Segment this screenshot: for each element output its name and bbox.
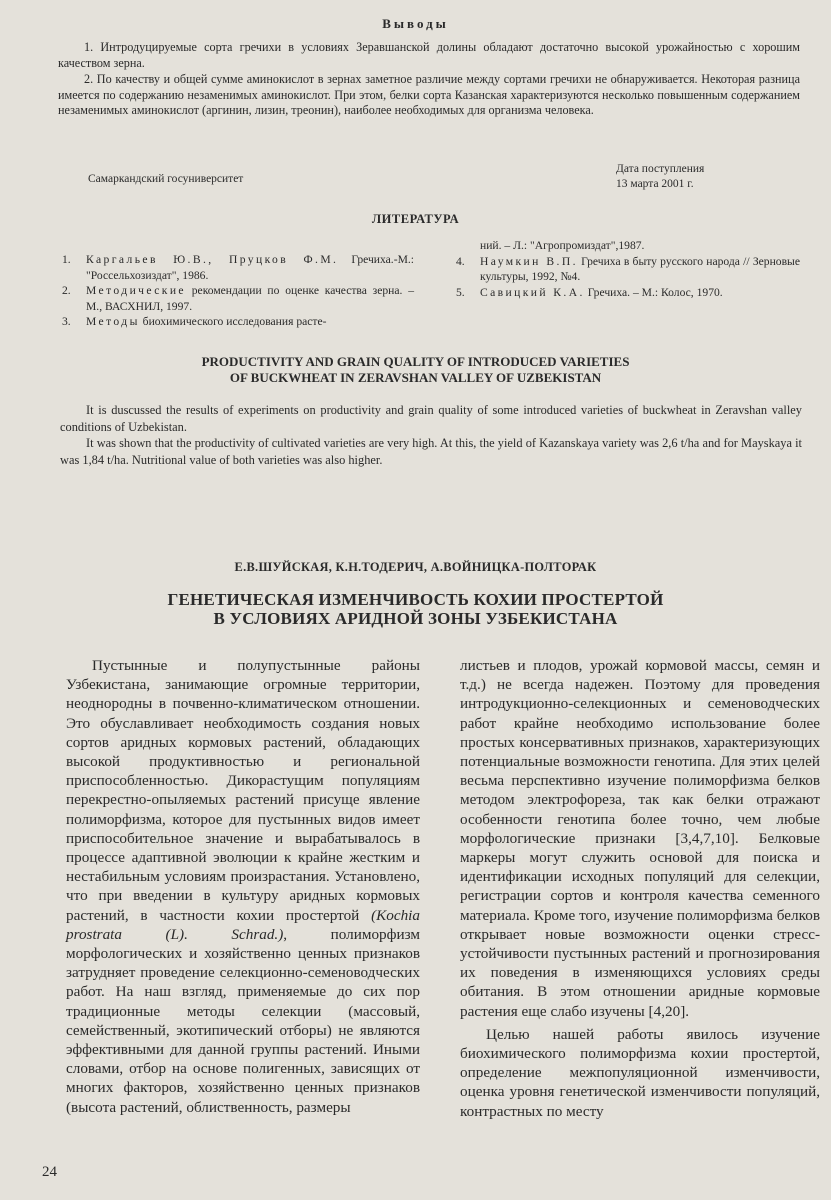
latin-species-name: (Kochia prostrata (L). Schrad.) <box>66 906 420 943</box>
reference-number: 3. <box>62 315 71 328</box>
paragraph-text: , полиморфизм морфологических и хозяйственно ценных признаков затрудняет проведение селекционно-семеноводческих работ. На наш взгляд, применяемые до сих пор традиционные методы селекции (массовый, семейственный, экотипический отборы) не являются эффективными для данной группы растений. Иными словами, отбор на основе полигенных, зависящих от многих факторов, хозяйственно ценных признаков (высота растений, облиственность, размеры <box>66 925 420 1116</box>
page-number: 24 <box>42 1164 57 1180</box>
reference-text: Гречиха.-М.: "Россельхозиздат", 1986. <box>86 253 414 282</box>
references-right <box>456 238 800 300</box>
english-abstract-1: It is duscussed the results of experiments on productivity and grain quality of some introduced varieties of buckwheat in Zeravshan valley conditions of Uzbekistan. <box>60 403 802 434</box>
reference-number: 4. <box>456 254 465 268</box>
conclusions-heading: Выводы <box>382 16 449 31</box>
conclusion-2: 2. По качеству и общей сумме аминокислот в зернах заметное различие между сортами гречихи не обнаруживается. Некоторая разница имеется по содержанию незаменимых аминокислот. При этом, белки сорта Казанская характеризуются несколько повышенным содержанием незаменимых аминокислот (аргинин, лизин, треонин), наиболее необходимых для организма человека. <box>58 72 800 117</box>
reference-text: Гречиха. – М.: Колос, 1970. <box>584 285 723 299</box>
reference-number: 5. <box>456 285 465 299</box>
conclusion-1: 1. Интродуцируемые сорта гречихи в условиях Зеравшанской долины обладают достаточно высокой урожайностью с хорошим качеством зерна. <box>58 40 800 70</box>
paragraph-text: Пустынные и полупустынные районы Узбекистана, занимающие огромные территории, неоднородны в почвенно-климатическом отношении. Это обуславливает необходимость создания новых сортов аридных кормовых растений, обладающих высокой продуктивностью и региональной приспособленностью. Дикорастущим популяциям перекрестно-опыляемых растений присуще явление полиморфизма, которое для пустынных видов имеет приспособительное значение и вырабатывалось в процессе адаптивной эволюции к крайне жестким и нестабильным условиям произрастания. Установлено, что при введении в культуру аридных кормовых растений, в частности кохии простертой <box>66 657 420 924</box>
reference-text: биохимического исследования расте- <box>139 315 327 328</box>
reference-author: Наумкин В.П. <box>480 254 578 268</box>
received-label: Дата поступления <box>616 163 705 175</box>
english-title-line-1: PRODUCTIVITY AND GRAIN QUALITY OF INTRODUCED VARIETIES <box>201 354 630 369</box>
reference-author: Методы <box>86 315 140 328</box>
english-title-line-2: OF BUCKWHEAT IN ZERAVSHAN VALLEY OF UZBEKISTAN <box>229 370 602 385</box>
article-column-left <box>66 656 420 1117</box>
english-abstract-2: It was shown that the productivity of cultivated varieties are very high. At this, the yield of Kazanskaya variety was 2,6 t/ha and for Mayskaya it was 1,84 t/ha. Nutritional value of both varieties was also higher. <box>60 436 802 467</box>
article-title-line-2: В УСЛОВИЯХ АРИДНОЙ ЗОНЫ УЗБЕКИСТАНА <box>213 609 618 628</box>
article-paragraph <box>66 656 420 1117</box>
english-title <box>0 354 831 386</box>
article-title <box>0 590 831 628</box>
article-column-right <box>460 656 820 1121</box>
article-title-line-1: ГЕНЕТИЧЕСКАЯ ИЗМЕНЧИВОСТЬ КОХИИ ПРОСТЕРТОЙ <box>167 590 664 609</box>
reference-3-continuation: ний. – Л.: "Агропромиздат",1987. <box>480 239 645 252</box>
reference-author: Каргальев Ю.В., Пруцков Ф.М. <box>86 253 339 266</box>
reference-text: рекомендации по оценке качества зерна. – М., ВАСХНИЛ, 1997. <box>86 284 414 313</box>
reference-author: Методические <box>86 284 186 297</box>
reference-number: 1. <box>62 253 71 266</box>
reference-number: 2. <box>62 284 71 297</box>
received-date-block <box>616 162 704 192</box>
reference-2 <box>62 283 414 314</box>
reference-4 <box>456 254 800 285</box>
received-date: 13 марта 2001 г. <box>616 178 694 190</box>
article-authors: Е.В.ШУЙСКАЯ, К.Н.ТОДЕРИЧ, А.ВОЙНИЦКА-ПОЛТОРАК <box>234 560 597 574</box>
references-left <box>62 252 414 330</box>
reference-author: Савицкий К.А. <box>480 285 585 299</box>
literature-heading: ЛИТЕРАТУРА <box>371 212 460 226</box>
reference-5 <box>456 285 800 301</box>
reference-text: Гречиха в быту русского народа // Зерновые культуры, 1992, №4. <box>480 254 800 283</box>
reference-1 <box>62 252 414 283</box>
article-paragraph: листьев и плодов, урожай кормовой массы, семян и т.д.) не всегда надежен. Поэтому для проведения интродукционно-селекционных и семеноводческих работ крайне необходимо использование более простых консервативных признаков, характеризующих потенциальные возможности генотипа. Для этих целей весьма перспективно изучение полиморфизма белков методом электрофореза, так как белки отражают особенности генотипа более точно, чем любые морфологические признаки [3,4,7,10]. Белковые маркеры могут служить основой для поиска и идентификации исходных популяций для селекции, регистрации сортов и контроля качества семенного материала. Кроме того, изучение полиморфизма белков открывает новые возможности оценки стресс-устойчивости пустынных растений и прогнозирования их поведения в изменяющихся условиях среды обитания. В этом отношении аридные кормовые растения еще слабо изучены [4,20]. <box>460 657 820 1020</box>
reference-3 <box>62 314 414 330</box>
affiliation: Самаркандский госуниверситет <box>88 173 244 185</box>
article-paragraph: Целью нашей работы явилось изучение биохимического полиморфизма кохии простертой, определение межпопуляционной изменчивости, оценка уровня генетической изменчивости популяций, контрастных по месту <box>460 1025 820 1120</box>
